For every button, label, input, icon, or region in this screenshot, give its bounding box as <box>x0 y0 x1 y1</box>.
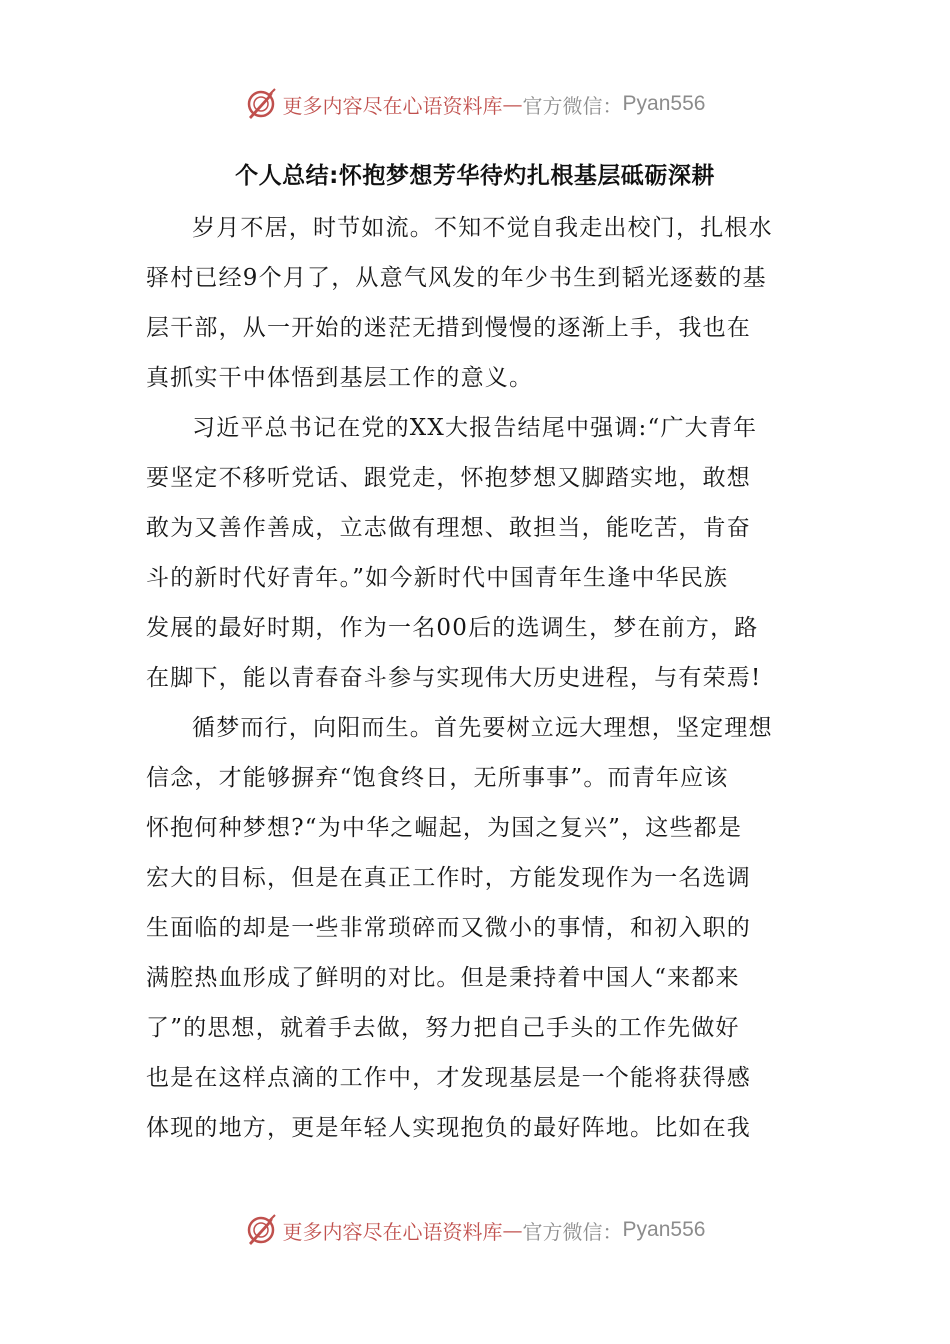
text-line: 斗的新时代好青年。”如今新时代中国青年生逢中华民族 <box>146 565 729 591</box>
text-line: 生面临的却是一些非常琐碎而又微小的事情，和初入职的 <box>146 915 751 941</box>
text-line: 要坚定不移听党话、跟党走，怀抱梦想又脚踏实地，敢想 <box>146 465 751 491</box>
text-line: 了”的思想，就着手去做，努力把自己手头的工作先做好 <box>146 1015 740 1041</box>
text-line: 习近平总书记在党的XX大报告结尾中强调:“广大青年 <box>192 415 758 441</box>
text-line: 满腔热血形成了鲜明的对比。但是秉持着中国人“来都来 <box>146 965 740 991</box>
banner-official-label: 官方微信： <box>522 1219 623 1244</box>
footer-banner <box>0 1210 950 1250</box>
text-line: 也是在这样点滴的工作中，才发现基层是一个能将获得感 <box>146 1065 751 1091</box>
banner-site-name: 更多内容尽在心语资料库 <box>282 1219 503 1244</box>
banner-wechat-id: Pyan556 <box>622 92 706 115</box>
pen-logo-icon <box>245 87 279 121</box>
text-line: 发展的最好时期，作为一名00后的选调生，梦在前方，路 <box>146 615 759 641</box>
text-line: 体现的地方，更是年轻人实现抱负的最好阵地。比如在我 <box>146 1115 751 1141</box>
banner-official-label: 官方微信： <box>522 93 623 118</box>
text-line: 真抓实干中体悟到基层工作的意义。 <box>146 365 534 391</box>
banner-separator: — <box>502 1218 523 1242</box>
text-line: 岁月不居，时节如流。不知不觉自我走出校门，扎根水 <box>192 215 773 241</box>
banner-wechat-id: Pyan556 <box>622 1218 706 1241</box>
pen-logo-icon <box>245 1213 279 1247</box>
text-line: 敢为又善作善成，立志做有理想、敢担当，能吃苦，肯奋 <box>146 515 751 541</box>
document-title: 个人总结:怀抱梦想芳华待灼扎根基层砥砺深耕 <box>235 163 715 189</box>
header-banner <box>0 84 950 124</box>
text-line: 信念，才能够摒弃“饱食终日，无所事事”。而青年应该 <box>146 765 729 791</box>
text-line: 驿村已经9个月了，从意气风发的年少书生到韬光逐薮的基 <box>146 265 767 291</box>
text-line: 怀抱何种梦想?“为中华之崛起，为国之复兴”，这些都是 <box>146 815 743 841</box>
text-line: 循梦而行，向阳而生。首先要树立远大理想，坚定理想 <box>192 715 773 741</box>
text-line: 层干部，从一开始的迷茫无措到慢慢的逐渐上手，我也在 <box>146 315 751 341</box>
text-line: 宏大的目标，但是在真正工作时，方能发现作为一名选调 <box>146 865 751 891</box>
text-line: 在脚下，能以青春奋斗参与实现伟大历史进程，与有荣焉! <box>146 665 762 691</box>
banner-site-name: 更多内容尽在心语资料库 <box>282 93 503 118</box>
banner-separator: — <box>502 92 523 116</box>
document-body <box>146 203 806 1153</box>
